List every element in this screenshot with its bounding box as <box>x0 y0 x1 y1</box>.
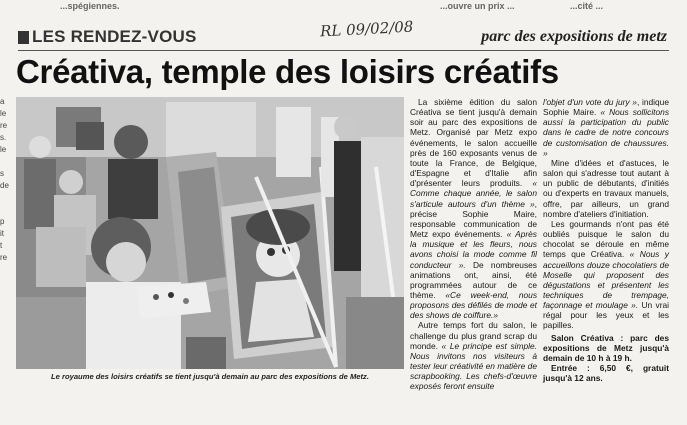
photo-illustration <box>16 97 404 369</box>
paragraph-1 <box>410 97 537 320</box>
section-label: parc des expositions de metz <box>481 28 667 45</box>
clipped-text-right-b: ...cité ... <box>570 1 604 11</box>
paragraph-3 <box>543 97 669 158</box>
header-rule <box>18 50 669 51</box>
quote-theme: « Comme chaque année, le salon s'articule autours d'un thème » <box>410 178 537 209</box>
rubric-header <box>18 26 197 48</box>
article-photo <box>16 97 404 369</box>
photo-caption: Le royaume des loisirs créatifs se tient jusqu'à demain au parc des expositions de Metz. <box>51 372 369 381</box>
quote-weekend: «Ce week-end, nous proposons des défilés de mode et des shows de coiffure.» <box>410 289 538 321</box>
paragraph-3-attribution: , indique Sophie Maire. <box>543 97 669 118</box>
rubric-square-icon <box>18 31 29 44</box>
article-headline: Créativa, temple des loisirs créatifs <box>16 53 559 90</box>
quote-customisation: « Nous sollicitons aussi la participation du public dans le cadre de notre concours de customisation de chaussures. » <box>543 107 670 158</box>
paragraph-5-text: Les gourmands n'ont pas été oubliés puisque le salon du chocolat se déroule en même temps que Créativa. <box>543 218 669 260</box>
paragraph-4: Mine d'idées et d'astuces, le salon qui s'adresse tout autant à un public de débutants, d'initiés ou d'experts en travaux manuels, offre, par ailleurs, un grand nombre d'ateliers d'initiation. <box>543 157 669 219</box>
paragraph-1-attribution: , précise Sophie Maire, responsable communication de Metz expo événements. <box>410 198 537 240</box>
paragraph-1-text: La sixième édition du salon Créativa se tient jusqu'à demain soir au parc des expositions de Metz. Organisé par Metz expo événements, le salon accueille près de 160 exposants venus de toute la France, de Belgique, d'Espagne et d'Italie afin d'présenter leurs produits. <box>410 97 537 189</box>
clipped-previous-article <box>0 0 687 18</box>
article-column-2 <box>543 97 669 383</box>
quote-scrap: « Le principe est simple. Nous invitons nos visiteurs à tester leur créativité en matière de scrapbooking. Les chefs-d'œuvre exposés feront ensuite <box>410 340 537 392</box>
paragraph-5 <box>543 219 669 331</box>
clipped-adjacent-column: a le re s. le s de p it t re <box>0 97 9 262</box>
rubric-title: LES RENDEZ-VOUS <box>32 27 197 46</box>
quote-chocolatiers: « Nous y accueillons douze chocolatiers de Moselle qui proposent des dégustations et présentent les techniques de trempage, façonnage et moulage ». <box>543 249 669 311</box>
handwritten-annotation: RL 09/02/08 <box>319 17 414 41</box>
practical-info <box>543 333 669 384</box>
paragraph-1-animations: De nombreuses animations ont, ainsi, été programmées autour de ce thème. <box>410 259 537 300</box>
paragraph-2-text: Autre temps fort du salon, le challenge du plus grand scrap du monde. <box>410 320 537 351</box>
clipped-text-left: ...spégiennes. <box>60 1 120 11</box>
quote-jury: l'objet d'un vote du jury » <box>543 97 637 107</box>
quote-mode: « Après la musique et les fleurs, nous avons choisi la mode comme fil conducteur ». <box>410 229 537 270</box>
paragraph-2 <box>410 320 537 391</box>
info-price: Entrée : 6,50 €, gratuit jusqu'à 12 ans. <box>543 363 669 384</box>
clipped-text-right-a: ...ouvre un prix ... <box>440 1 515 11</box>
paragraph-5-end: Un vrai régal pour les yeux et les papilles. <box>543 300 670 331</box>
article-column-1 <box>410 97 537 392</box>
info-hours: Salon Créativa : parc des expositions de Metz jusqu'à demain de 10 h à 19 h. <box>543 332 669 363</box>
